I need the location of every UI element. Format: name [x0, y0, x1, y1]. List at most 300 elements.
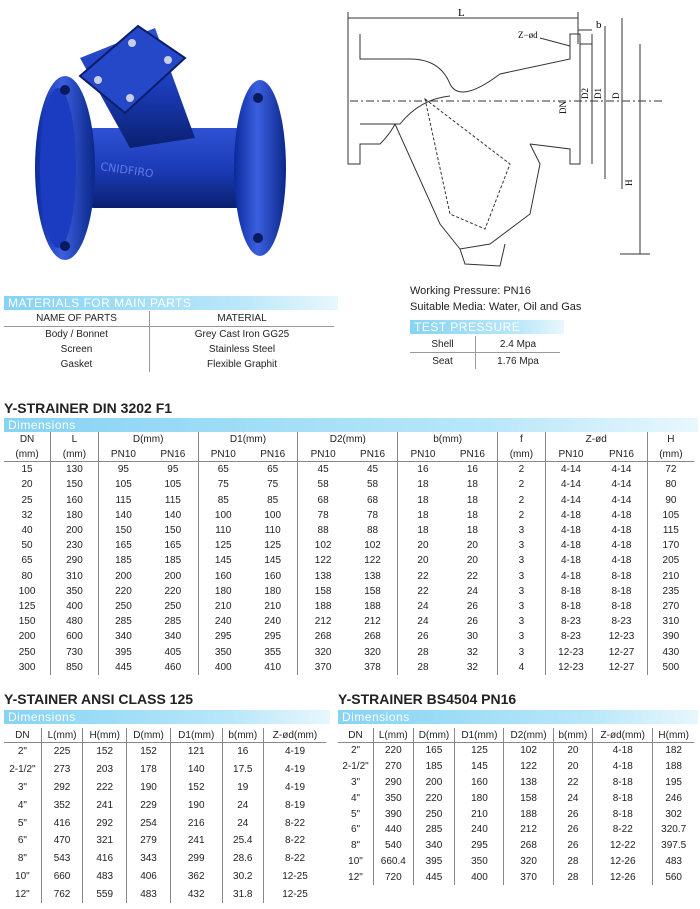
ansi-cell: 25.4: [222, 832, 264, 850]
materials-col-material: MATERIAL: [150, 311, 335, 327]
ansi-cell: 31.8: [222, 885, 264, 903]
din-cell: 285: [164, 616, 182, 628]
bs-cell: 295: [455, 838, 504, 854]
ansi-cell: 4": [17, 799, 27, 811]
ansi-cell: 8-22: [264, 814, 326, 832]
ansi-cell: 292: [41, 779, 83, 797]
ansi-cell: 121: [170, 743, 222, 761]
bs-cell: 445: [413, 869, 455, 885]
strainer-section-drawing: [330, 4, 680, 274]
din-cell: 270: [647, 599, 694, 614]
din-cell: 3: [498, 599, 546, 614]
bs-cell: 182: [653, 743, 694, 759]
din-cell: 125: [264, 540, 282, 552]
din-cell: 180: [51, 508, 99, 523]
din-cell: 20: [466, 555, 478, 567]
din-h: Z-ød: [545, 432, 647, 447]
ansi-cell: 483: [83, 868, 127, 886]
din-cell: 310: [51, 569, 99, 584]
ansi-header-cell: L(mm): [41, 728, 83, 743]
ansi-cell: 12": [15, 888, 30, 900]
ansi-cell: 8-22: [264, 850, 326, 868]
table-row: [4, 584, 694, 599]
din-cell: 18: [398, 477, 448, 492]
din-cell: 4-18: [611, 525, 632, 537]
bs-cell: 400: [455, 869, 504, 885]
din-cell: 25: [21, 494, 33, 506]
din-cell: 68: [366, 494, 379, 506]
bs-cell: 5": [350, 808, 361, 820]
din-subheader-cell: PN16: [448, 447, 498, 462]
dim-b-label: b: [596, 19, 602, 31]
din-cell: 12-23: [608, 631, 635, 643]
din-cell: 18: [398, 493, 448, 508]
din-cell: 122: [364, 555, 381, 567]
din-h: D1(mm): [198, 432, 298, 447]
din-h: D2(mm): [298, 432, 398, 447]
ansi-cell: 279: [127, 832, 171, 850]
din-cell: 65: [21, 555, 33, 567]
bs-cell: 26: [553, 838, 593, 854]
suitable-media: Suitable Media: Water, Oil and Gas: [410, 301, 582, 313]
din-cell: 210: [264, 600, 282, 612]
din-cell: 160: [51, 493, 99, 508]
bs-cell: 6": [350, 824, 361, 836]
bs-cell: 3": [350, 776, 361, 788]
bs-cell: 320: [504, 854, 553, 870]
test-value: 2.4 Mpa: [476, 336, 561, 353]
table-row: [338, 790, 694, 806]
din-h: L: [51, 432, 99, 447]
materials-header-bar: MATERIALS FOR MAIN PARTS: [4, 296, 338, 310]
din-cell: 26: [466, 600, 478, 612]
din-cell: 400: [198, 660, 248, 675]
din-cell: 185: [98, 553, 148, 568]
din-cell: 4-18: [545, 508, 596, 523]
bs-cell: 320.7: [653, 822, 694, 838]
din-cell: 4-18: [611, 555, 632, 567]
din-cell: 122: [298, 553, 348, 568]
bs-header-row: [338, 728, 694, 743]
table-row: [4, 553, 694, 568]
bs-header-cell: DN: [338, 728, 374, 743]
bs-cell: 540: [374, 838, 414, 854]
din-cell: 210: [198, 599, 248, 614]
din-cell: 250: [18, 646, 36, 658]
ansi-cell: 416: [41, 814, 83, 832]
bs-cell: 125: [455, 743, 504, 759]
din-cell: 150: [98, 523, 148, 538]
table-row: [338, 759, 694, 775]
din-cell: 230: [51, 538, 99, 553]
bs-cell: 395: [413, 854, 455, 870]
table-row: [338, 822, 694, 838]
ansi-cell: 406: [127, 868, 171, 886]
din-title: Y-STRAINER DIN 3202 F1: [4, 400, 173, 416]
din-subheader-cell: PN10: [545, 447, 596, 462]
bs-cell: 12-22: [593, 838, 653, 854]
ansi-cell: 273: [41, 761, 83, 779]
ansi-cell: 152: [83, 743, 127, 761]
din-cell: 20: [21, 479, 33, 491]
din-cell: 150: [18, 616, 36, 628]
dim-DN-label: DN: [558, 101, 568, 114]
bs-header-cell: D2(mm): [504, 728, 553, 743]
bs-cell: 158: [504, 790, 553, 806]
bs-cell: 28: [553, 869, 593, 885]
din-cell: 4-14: [611, 464, 632, 476]
din-cell: 150: [164, 525, 182, 537]
table-row: [4, 538, 694, 553]
din-cell: 115: [164, 494, 181, 506]
din-cell: 138: [298, 569, 348, 584]
din-cell: 100: [198, 508, 248, 523]
din-cell: 4-18: [545, 569, 596, 584]
bs-cell: 220: [374, 743, 414, 759]
din-cell: 65: [198, 462, 248, 478]
ansi-cell: 16: [222, 743, 264, 761]
table-row: [338, 806, 694, 822]
ansi-cell: 543: [41, 850, 83, 868]
ansi-header-cell: D(mm): [127, 728, 171, 743]
din-cell: 2: [498, 477, 546, 492]
ansi-cell: 4-19: [264, 779, 326, 797]
ansi-cell: 216: [170, 814, 222, 832]
din-cell: 430: [647, 644, 694, 659]
din-cell: 8-18: [611, 570, 632, 582]
ansi-cell: 2": [17, 746, 27, 758]
dim-D-label: D: [611, 92, 621, 99]
din-cell: 85: [267, 494, 279, 506]
bs-cell: 4-18: [593, 759, 653, 775]
din-cell: 350: [51, 584, 99, 599]
ansi-cell: 254: [127, 814, 171, 832]
ansi-cell: 343: [127, 850, 171, 868]
din-cell: 3: [498, 614, 546, 629]
din-h: DN: [19, 434, 35, 446]
din-cell: 158: [298, 584, 348, 599]
dim-zod-label: Z−ød: [518, 30, 538, 40]
din-cell: 480: [51, 614, 99, 629]
din-cell: 350: [198, 644, 248, 659]
din-cell: 4-18: [545, 538, 596, 553]
din-cell: 200: [164, 570, 182, 582]
din-cell: 320: [298, 644, 348, 659]
bs-cell: 720: [374, 869, 414, 885]
ansi-cell: 292: [83, 814, 127, 832]
din-cell: 68: [298, 493, 348, 508]
din-cell: 102: [298, 538, 348, 553]
din-h: b(mm): [398, 432, 498, 447]
bs-cell: 440: [374, 822, 414, 838]
bs-cell: 160: [455, 775, 504, 791]
din-cell: 250: [98, 599, 148, 614]
din-h: D(mm): [98, 432, 198, 447]
table-row: [4, 508, 694, 523]
ansi-cell: 362: [170, 868, 222, 886]
ansi-cell: 152: [127, 743, 171, 761]
din-cell: 90: [647, 493, 694, 508]
bs-header-cell: Z-ød(mm): [593, 728, 653, 743]
ansi-cell: 4-19: [264, 743, 326, 761]
bs-cell: 12-26: [593, 869, 653, 885]
materials-part: Gasket: [4, 357, 150, 372]
din-cell: 18: [398, 523, 448, 538]
table-row: [4, 614, 694, 629]
ansi-header-cell: D1(mm): [170, 728, 222, 743]
din-cell: 22: [466, 570, 478, 582]
din-cell: 12-27: [608, 646, 635, 658]
din-cell: 18: [466, 525, 478, 537]
bs-cell: 10": [348, 855, 363, 867]
din-cell: 100: [18, 585, 36, 597]
ansi-cell: 225: [41, 743, 83, 761]
din-cell: 300: [18, 661, 36, 673]
strainer-photo: [20, 18, 320, 268]
din-cell: 205: [647, 553, 694, 568]
din-cell: 15: [21, 464, 33, 476]
bs-cell: 268: [504, 838, 553, 854]
table-row: [4, 493, 694, 508]
din-cell: 16: [398, 462, 448, 478]
din-cell: 95: [167, 464, 179, 476]
ansi-cell: 762: [41, 885, 83, 903]
ansi-header-cell: Z-ød(mm): [264, 728, 326, 743]
din-cell: 4-18: [611, 540, 632, 552]
din-cell: 2: [498, 508, 546, 523]
din-cell: 32: [466, 661, 478, 673]
operating-info: [410, 283, 581, 315]
bs-cell: 2": [350, 745, 361, 757]
bs-cell: 102: [504, 743, 553, 759]
bs-cell: 350: [374, 790, 414, 806]
din-cell: 3: [498, 644, 546, 659]
din-cell: 8-23: [545, 629, 596, 644]
din-cell: 22: [398, 569, 448, 584]
din-subheader-cell: (mm): [498, 447, 546, 462]
din-cell: 24: [466, 585, 478, 597]
din-cell: 290: [51, 553, 99, 568]
din-cell: 22: [398, 584, 448, 599]
table-row: [4, 599, 694, 614]
din-cell: 200: [18, 631, 36, 643]
din-cell: 200: [51, 523, 99, 538]
din-subheader-cell: PN16: [596, 447, 647, 462]
ansi-cell: 190: [127, 779, 171, 797]
din-cell: 75: [198, 477, 248, 492]
din-h: H: [647, 432, 694, 447]
din-cell: 165: [164, 540, 182, 552]
din-cell: 95: [98, 462, 148, 478]
test-label: Seat: [410, 353, 476, 370]
din-cell: 378: [364, 661, 381, 673]
din-cell: 4-18: [611, 509, 632, 521]
bs-cell: 370: [504, 869, 553, 885]
din-cell: 12-23: [545, 644, 596, 659]
din-cell: 268: [298, 629, 348, 644]
din-cell: 400: [51, 599, 99, 614]
bs-cell: 8-22: [593, 822, 653, 838]
din-cell: 3: [498, 584, 546, 599]
bs-cell: 350: [455, 854, 504, 870]
ansi-cell: 559: [83, 885, 127, 903]
din-cell: 220: [98, 584, 148, 599]
materials-part: Screen: [4, 342, 150, 357]
materials-part: Body / Bonnet: [4, 327, 150, 343]
din-cell: 212: [364, 616, 381, 628]
test-value: 1.76 Mpa: [497, 355, 539, 367]
ansi-table: [4, 728, 326, 903]
ansi-cell: 299: [170, 850, 222, 868]
ansi-cell: 229: [127, 796, 171, 814]
din-cell: 32: [21, 509, 33, 521]
bs-cell: 220: [413, 790, 455, 806]
din-cell: 240: [198, 614, 248, 629]
bs-cell: 483: [653, 854, 694, 870]
din-cell: 405: [164, 646, 182, 658]
din-cell: 395: [98, 644, 148, 659]
bs-cell: 302: [653, 806, 694, 822]
din-cell: 12-23: [545, 660, 596, 675]
materials-material: Stainless Steel: [208, 344, 276, 355]
din-cell: 295: [198, 629, 248, 644]
table-row: [4, 477, 694, 492]
materials-table: [4, 311, 334, 372]
din-cell: 445: [98, 660, 148, 675]
table-row: [338, 854, 694, 870]
din-dimensions-bar: Dimensions: [4, 418, 698, 432]
ansi-cell: 8-22: [264, 832, 326, 850]
din-cell: 115: [98, 493, 148, 508]
din-cell: 8-18: [611, 585, 632, 597]
ansi-header-cell: b(mm): [222, 728, 264, 743]
din-cell: 730: [51, 644, 99, 659]
din-subheader-cell: (mm): [4, 447, 51, 462]
ansi-header-cell: DN: [4, 728, 41, 743]
din-cell: 4-14: [545, 493, 596, 508]
din-cell: 30: [466, 631, 478, 643]
bs-cell: 8-18: [593, 806, 653, 822]
din-cell: 295: [264, 631, 282, 643]
bs-header-cell: H(mm): [653, 728, 694, 743]
bs-cell: 138: [504, 775, 553, 791]
ansi-header-row: [4, 728, 326, 743]
din-cell: 150: [51, 477, 99, 492]
din-subheader-cell: (mm): [51, 447, 99, 462]
dim-L-label: L: [458, 7, 465, 19]
din-cell: 45: [298, 462, 348, 478]
table-row: [4, 743, 326, 761]
din-cell: 355: [264, 646, 282, 658]
din-cell: 58: [298, 477, 348, 492]
din-cell: 140: [164, 509, 182, 521]
din-cell: 105: [647, 508, 694, 523]
table-row: [4, 796, 326, 814]
din-cell: 16: [466, 464, 478, 476]
bs-header-cell: D(mm): [413, 728, 455, 743]
din-cell: 370: [298, 660, 348, 675]
ansi-cell: 241: [170, 832, 222, 850]
din-cell: 410: [264, 661, 282, 673]
din-cell: 80: [647, 477, 694, 492]
din-cell: 18: [466, 479, 478, 491]
ansi-cell: 5": [17, 817, 27, 829]
din-cell: 4-18: [545, 523, 596, 538]
din-cell: 88: [298, 523, 348, 538]
table-row: [4, 885, 326, 903]
din-cell: 26: [398, 629, 448, 644]
bs-cell: 8-18: [593, 790, 653, 806]
materials-material: Grey Cast Iron GG25: [194, 329, 290, 340]
din-cell: 138: [364, 570, 381, 582]
din-cell: 88: [366, 525, 379, 537]
din-cell: 75: [267, 479, 279, 491]
din-h: f: [498, 432, 546, 447]
ansi-cell: 190: [170, 796, 222, 814]
din-cell: 185: [164, 555, 182, 567]
table-row: [338, 743, 694, 759]
bs-header-cell: L(mm): [374, 728, 414, 743]
din-cell: 390: [647, 629, 694, 644]
bs-cell: 4-18: [593, 743, 653, 759]
din-cell: 28: [398, 660, 448, 675]
ansi-cell: 203: [83, 761, 127, 779]
din-cell: 105: [164, 479, 182, 491]
din-cell: 180: [198, 584, 248, 599]
ansi-cell: 8-19: [264, 796, 326, 814]
bs-cell: 212: [504, 822, 553, 838]
bs-cell: 397.5: [653, 838, 694, 854]
din-cell: 80: [21, 570, 33, 582]
bs-cell: 12": [348, 871, 363, 883]
bs-title: Y-STRAINER BS4504 PN16: [338, 691, 517, 707]
din-cell: 85: [198, 493, 248, 508]
bs-cell: 20: [553, 743, 593, 759]
din-cell: 3: [498, 569, 546, 584]
bs-cell: 240: [455, 822, 504, 838]
bs-dimensions-bar: Dimensions: [338, 710, 698, 724]
table-row: [4, 832, 326, 850]
ansi-cell: 416: [83, 850, 127, 868]
bs-cell: 180: [455, 790, 504, 806]
din-cell: 850: [51, 660, 99, 675]
din-cell: 12-27: [608, 661, 635, 673]
din-cell: 24: [398, 614, 448, 629]
din-cell: 220: [164, 585, 182, 597]
ansi-cell: 17.5: [222, 761, 264, 779]
dim-H-label: H: [624, 179, 634, 186]
din-subheader-cell: PN10: [98, 447, 148, 462]
bs-cell: 290: [374, 775, 414, 791]
ansi-cell: 140: [170, 761, 222, 779]
ansi-dimensions-bar: Dimensions: [4, 710, 330, 724]
din-subheader-cell: PN16: [148, 447, 198, 462]
table-row: [4, 462, 694, 478]
casting-mark: CNIDFIRO: [99, 160, 155, 181]
din-cell: 78: [298, 508, 348, 523]
din-cell: 600: [51, 629, 99, 644]
din-cell: 8-18: [545, 584, 596, 599]
bs-cell: 210: [455, 806, 504, 822]
ansi-cell: 4-19: [264, 761, 326, 779]
dim-D2-label: D2: [580, 88, 590, 99]
bs-cell: 122: [504, 759, 553, 775]
din-cell: 110: [264, 525, 281, 537]
din-cell: 240: [264, 616, 282, 628]
table-row: [338, 869, 694, 885]
din-cell: 170: [647, 538, 694, 553]
table-row: [338, 838, 694, 854]
